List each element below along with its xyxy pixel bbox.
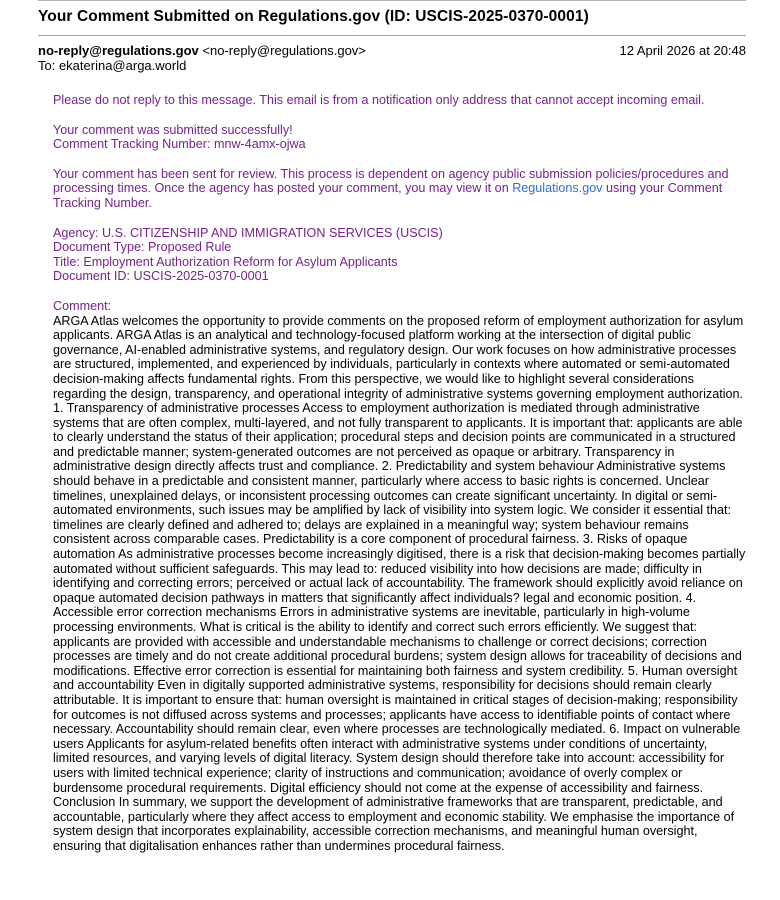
sender-row (38, 43, 746, 58)
regulations-gov-link[interactable]: Regulations.gov (512, 181, 603, 196)
review-info (53, 167, 746, 211)
email-header (38, 0, 746, 73)
document-details (53, 226, 746, 284)
no-reply-notice-text: Please do not reply to this message. This email is from a notification only address that cannot accept incoming email. (53, 93, 705, 107)
agency-line: Agency: U.S. CITIZENSHIP AND IMMIGRATION SERVICES (USCIS) (53, 225, 443, 240)
to-field: To: ekaterina@arga.world (38, 58, 187, 73)
comment-section (53, 299, 746, 854)
review-info-before: Your comment has been sent for review. This process is dependent on agency public submission policies/procedures and processing times. Once the agency has posted your comment, you may view it on (53, 166, 729, 196)
from-field (38, 43, 366, 58)
sender-address: <no-reply@regulations.gov> (202, 43, 366, 58)
comment-label: Comment: (53, 298, 112, 313)
no-reply-notice (53, 93, 746, 108)
sender-name: no-reply@regulations.gov (38, 43, 199, 58)
email-subject: Your Comment Submitted on Regulations.gov (ID: USCIS-2025-0370-0001) (38, 8, 589, 25)
document-title-line: Title: Employment Authorization Reform for Asylum Applicants (53, 254, 398, 269)
submission-status (53, 123, 746, 152)
success-message: Your comment was submitted successfully! (53, 122, 293, 137)
tracking-number-line: Comment Tracking Number: mnw-4amx-ojwa (53, 137, 306, 152)
review-info-after: using your Comment Tracking Number. (53, 181, 723, 210)
email-body (53, 73, 746, 854)
document-type-line: Document Type: Proposed Rule (53, 240, 232, 255)
comment-text: ARGA Atlas welcomes the opportunity to provide comments on the proposed reform of employment authorization for asylum applicants. ARGA Atlas is an analytical and technology-focused platform working at the intersection of digital public governance, AI-enabled administrative systems, and regulatory design. Our work focuses on how administrative processes are structured, implemented, and experienced by individuals, particularly in contexts where automated or semi-automated decision-making affects fundamental rights. From this perspective, we would like to highlight several considerations regarding the design, transparency, and operational integrity of administrative systems governing employment authorization. 1. Transparency of administrative processes Access to employment authorization is mediated through administrative systems that are often complex, multi-layered, and not fully transparent to applicants. It is important that: applicants are able to clearly understand the status of their application; procedural steps and decision points are communicated in a structured and predictable manner; system-generated outcomes are not perceived as opaque or arbitrary. Transparency in administrative design directly affects trust and compliance. 2. Predictability and system behaviour Administrative systems should behave in a predictable and consistent manner, particularly where access to basic rights is concerned. Unclear timelines, unexplained delays, or inconsistent processing outcomes can create significant uncertainty. In digital or semi-automated environments, such issues may be amplified by lack of visibility into system logic. We consider it essential that: timelines are clearly defined and adhered to; delays are explained in a meaningful way; system behaviour remains consistent across comparable cases. Predictability is a core component of procedural fairness. 3. Risks of opaque automation As administrative processes become increasingly digitised, there is a risk that decision-making becomes partially automated without sufficient safeguards. This may lead to: reduced visibility into how decisions are made; difficulty in identifying and correcting errors; perceived or actual lack of accountability. The framework should explicitly avoid reliance on opaque automated decision pathways in matters that significantly affect individuals? legal and economic position. 4. Accessible error correction mechanisms Errors in administrative systems are inevitable, particularly in high-volume processing environments. What is critical is the ability to identify and correct such errors efficiently. We suggest that: applicants are provided with accessible and understandable mechanisms to challenge or correct decisions; correction processes are timely and do not create additional procedural burdens; system design allows for traceability of decisions and modifications. Effective error correction is essential for maintaining both fairness and system credibility. 5. Human oversight and accountability Even in digitally supported administrative systems, responsibility for decisions should remain clearly attributable. It is important to ensure that: human oversight is maintained in critical stages of decision-making; responsibility for outcomes is not diffused across systems and processes; applicants have access to identifiable points of contact where necessary. Accountability should remain clear, even where processes are technologically mediated. 6. Impact on vulnerable users Applicants for asylum-related benefits often interact with administrative systems under conditions of uncertainty, limited resources, and varying levels of digital literacy. System design should therefore take into account: accessibility for users with limited technical experience; clarity of instructions and communication; avoidance of overly complex or burdensome procedural requirements. Digital efficiency should not come at the expense of accessibility and fairness. Conclusion In summary, we support the development of administrative frameworks that are transparent, predictable, and accountable, particularly where they affect access to employment and economic stability. We emphasise the importance of system design that incorporates explainability, accessible correction mechanisms, and meaningful human oversight, ensuring that digitalisation enhances rather than undermines procedural fairness. (53, 313, 746, 853)
document-id-line: Document ID: USCIS-2025-0370-0001 (53, 269, 269, 284)
header-divider (38, 35, 746, 36)
message-date: 12 April 2026 at 20:48 (619, 43, 746, 58)
